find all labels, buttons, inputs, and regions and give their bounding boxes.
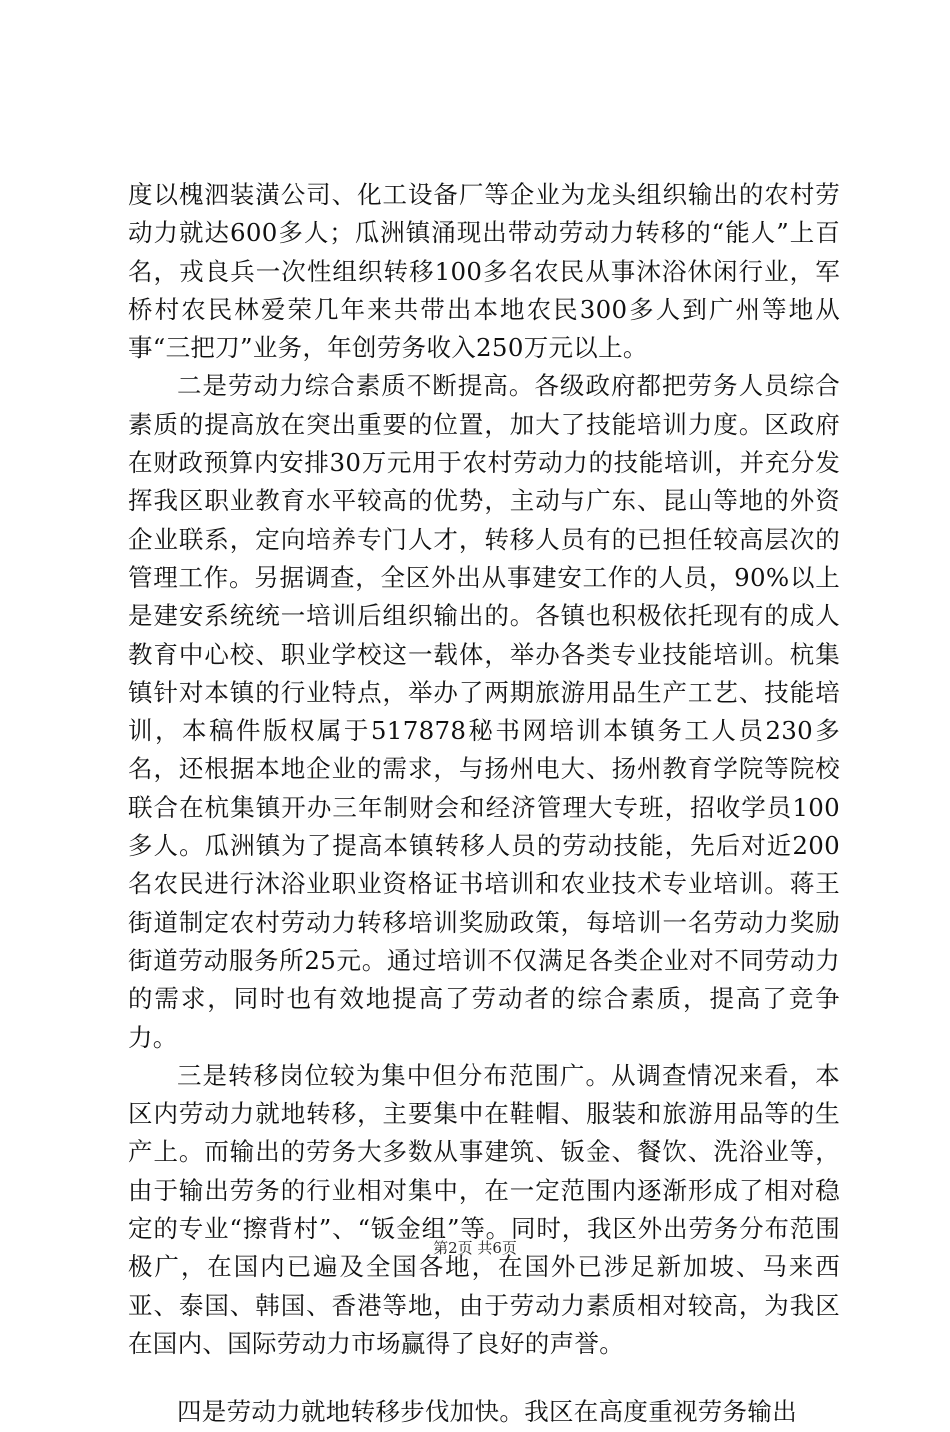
page-number-footer: 第2页 共6页 — [433, 1239, 517, 1257]
paragraph-continuation: 度以槐泗装潢公司、化工设备厂等企业为龙头组织输出的农村劳动力就达600多人；瓜洲镇涌现出带动劳动力转移的“能人”上百名，戎良兵一次性组织转移100多名农民从事沐浴休闲行业，军桥村农民林爱荣几年来共带出本地农民300多人到广州等地从事“三把刀”业务，年创劳务收入250万元以上。 — [128, 180, 840, 363]
paragraph-job-distribution: 三是转移岗位较为集中但分布范围广。从调查情况来看，本区内劳动力就地转移，主要集中在鞋帽、服装和旅游用品等的生产上。而输出的劳务大多数从事建筑、钣金、餐饮、洗浴业等，由于输出劳务的行业相对集中，在一定范围内逐渐形成了相对稳定的专业“擦背村”、“钣金组”等。同时，我区外出劳务分布范围极广，在国内已遍及全国各地，在国外已涉足新加坡、马来西亚、泰国、韩国、香港等地，由于劳动力素质相对较高，为我区在国内、国际劳动力市场赢得了良好的声誉。 — [128, 1060, 840, 1358]
paragraph-labor-quality: 二是劳动力综合素质不断提高。各级政府都把劳务人员综合素质的提高放在突出重要的位置，加大了技能培训力度。区政府在财政预算内安排30万元用于农村劳动力的技能培训，并充分发挥我区职业教育水平较高的优势，主动与广东、昆山等地的外资企业联系，定向培养专门人才，转移人员有的已担任较高层次的管理工作。另据调查，全区外出从事建安工作的人员，90%以上是建安系统统一培训后组织输出的。各镇也积极依托现有的成人教育中心校、职业学校这一载体，举办各类专业技能培训。杭集镇针对本镇的行业特点，举办了两期旅游用品生产工艺、技能培训，本稿件版权属于517878秘书网培训本镇务工人员230多名，还根据本地企业的需求，与扬州电大、扬州教育学院等院校联合在杭集镇开办三年制财会和经济管理大专班，招收学员100多人。瓜洲镇为了提高本镇转移人员的劳动技能，先后对近200名农民进行沐浴业职业资格证书培训和农业技术专业培训。蒋王街道制定农村劳动力转移培训奖励政策，每培训一名劳动力奖励街道劳动服务所25元。通过培训不仅满足各类企业对不同劳动力的需求，同时也有效地提高了劳动者的综合素质，提高了竞争力。 — [128, 371, 840, 1052]
paragraph-local-transfer: 四是劳动力就地转移步伐加快。我区在高度重视劳务输出 — [177, 1397, 797, 1427]
